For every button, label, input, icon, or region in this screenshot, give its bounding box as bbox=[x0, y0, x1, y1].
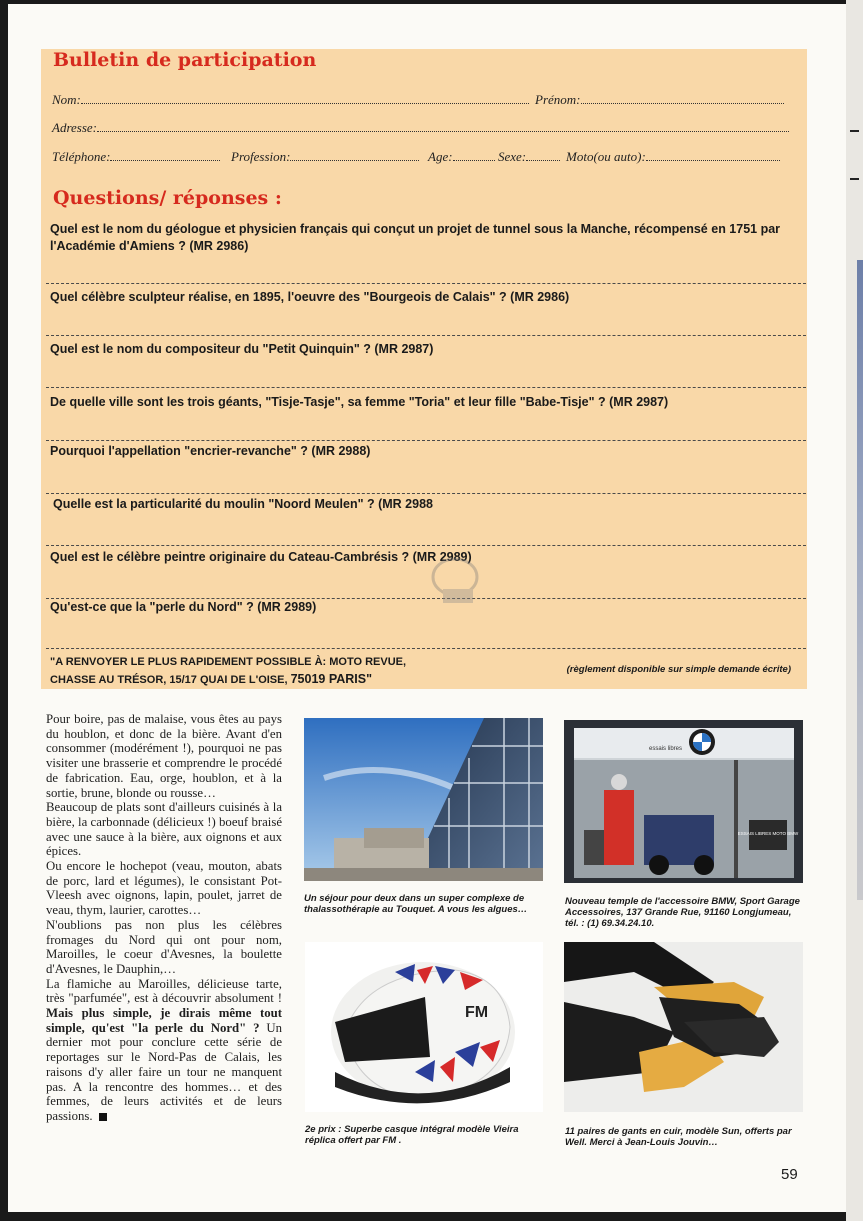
questions-title: Questions/ réponses : bbox=[53, 187, 282, 209]
sexe-field[interactable]: Sexe: bbox=[498, 149, 560, 165]
question-divider bbox=[46, 648, 806, 649]
telephone-field[interactable]: Téléphone: bbox=[52, 149, 220, 165]
prenom-field[interactable]: Prénom: bbox=[535, 92, 784, 108]
send-address: "A RENVOYER LE PLUS RAPIDEMENT POSSIBLE À: MOTO REVUE, CHASSE AU TRÉSOR, 15/17 QUAI DE L'OISE, 75019 PARIS" bbox=[50, 656, 407, 686]
form-title: Bulletin de participation bbox=[53, 49, 317, 71]
article-paragraph: La flamiche au Maroilles, délicieuse tarte, très "parfumée", est à découvrir absolument ! Mais plus simple, je dirais même tout simple, qu'est "la perle du Nord" ? Un dernier mot pour conclure cette série de reportages sur le Nord-Pas de Calais, les raisons d'y aller faire un tour ne manquent pas. A la rencontre des hommes… et des femmes, de leurs activités et de leurs passions. bbox=[46, 976, 282, 1123]
photo-bmw-shop bbox=[564, 720, 803, 883]
caption-gloves: 11 paires de gants en cuir, modèle Sun, offerts par Well. Merci à Jean-Louis Jouvin… bbox=[565, 1126, 792, 1148]
question-divider bbox=[46, 283, 806, 284]
photo-thalasso bbox=[304, 718, 543, 881]
caption-bmw: Nouveau temple de l'accessoire BMW, Sport Garage Accessoires, 137 Grande Rue, 91160 Longjumeau, tél. : (1) 69.34.24.10. bbox=[565, 896, 800, 929]
question-divider bbox=[46, 387, 806, 388]
photo-helmet bbox=[305, 942, 543, 1112]
question-5: Pourquoi l'appellation "encrier-revanche" ? (MR 2988) bbox=[50, 444, 371, 458]
shop-sign: essais libres bbox=[649, 746, 683, 752]
watermark-logo bbox=[425, 555, 485, 607]
adjacent-page-edge bbox=[846, 0, 863, 1221]
question-6: Quelle est la particularité du moulin "Noord Meulen" ? (MR 2988 bbox=[53, 497, 433, 511]
rules-note: (règlement disponible sur simple demande écrite) bbox=[566, 664, 791, 675]
question-8: Qu'est-ce que la "perle du Nord" ? (MR 2989) bbox=[50, 600, 317, 614]
caption-helmet: 2e prix : Superbe casque intégral modèle Vieira réplica offert par FM . bbox=[305, 1124, 519, 1146]
nom-field[interactable]: Nom: bbox=[52, 92, 529, 108]
article-paragraph: Beaucoup de plats sont d'ailleurs cuisinés à la bière, la carbonnade (délicieux !) boeuf braisé avec une sauce à la bière, aux oignons et aux épices. bbox=[46, 800, 282, 859]
question-divider bbox=[46, 545, 806, 546]
article-paragraph: N'oublions pas non plus les célèbres fromages du Nord qui ont pour nom, Maroilles, le coeur d'Avesnes, la boulette d'Avesnes, le Dauphin,… bbox=[46, 917, 282, 976]
question-divider bbox=[46, 493, 806, 494]
question-divider bbox=[46, 335, 806, 336]
article-text bbox=[46, 712, 282, 1124]
question-2: Quel célèbre sculpteur réalise, en 1895, l'oeuvre des "Bourgeois de Calais" ? (MR 2986) bbox=[50, 290, 570, 304]
question-1: Quel est le nom du géologue et physicien français qui conçut un projet de tunnel sous la Manche, récompensé en 1751 par l'Académie d'Amiens ? (MR 2986) bbox=[50, 222, 781, 253]
page-number: 59 bbox=[781, 1166, 798, 1183]
adresse-field[interactable]: Adresse: bbox=[52, 120, 789, 136]
caption-thalasso: Un séjour pour deux dans un super complexe de thalassothérapie au Touquet. A vous les algues… bbox=[304, 893, 528, 915]
moto-field[interactable]: Moto(ou auto): bbox=[566, 149, 780, 165]
question-divider bbox=[46, 440, 806, 441]
helmet-brand: FM bbox=[465, 1004, 489, 1021]
age-field[interactable]: Age: bbox=[428, 149, 495, 165]
question-7: Quel est le célèbre peintre originaire du Cateau-Cambrésis ? (MR 2989) bbox=[50, 550, 472, 564]
article-paragraph: Pour boire, pas de malaise, vous êtes au pays du houblon, et donc de la bière. Avant d'en consommer (modérément !), pourquoi ne pas visiter une brasserie et comprendre le procédé de fabrication. Eau, orge, houblon, et à la sortie, brune, blonde ou rousse… bbox=[46, 712, 282, 800]
question-3: Quel est le nom du compositeur du "Petit Quinquin" ? (MR 2987) bbox=[50, 342, 434, 356]
shop-window-sign: ESSAIS LIBRES MOTO BMW bbox=[737, 831, 799, 836]
end-mark bbox=[99, 1113, 107, 1121]
profession-field[interactable]: Profession: bbox=[231, 149, 419, 165]
participation-form bbox=[41, 49, 807, 689]
question-4: De quelle ville sont les trois géants, "Tisje-Tasje", sa femme "Toria" et leur fille "Babe-Tisje" ? (MR 2987) bbox=[50, 395, 669, 409]
article-paragraph: Ou encore le hochepot (veau, mouton, abats de porc, lard et légumes), le consistant Pot-Vleesh avec oignons, lapin, poulet, jarret de veau, thym, laurier, carottes… bbox=[46, 859, 282, 918]
photo-gloves bbox=[564, 942, 803, 1112]
